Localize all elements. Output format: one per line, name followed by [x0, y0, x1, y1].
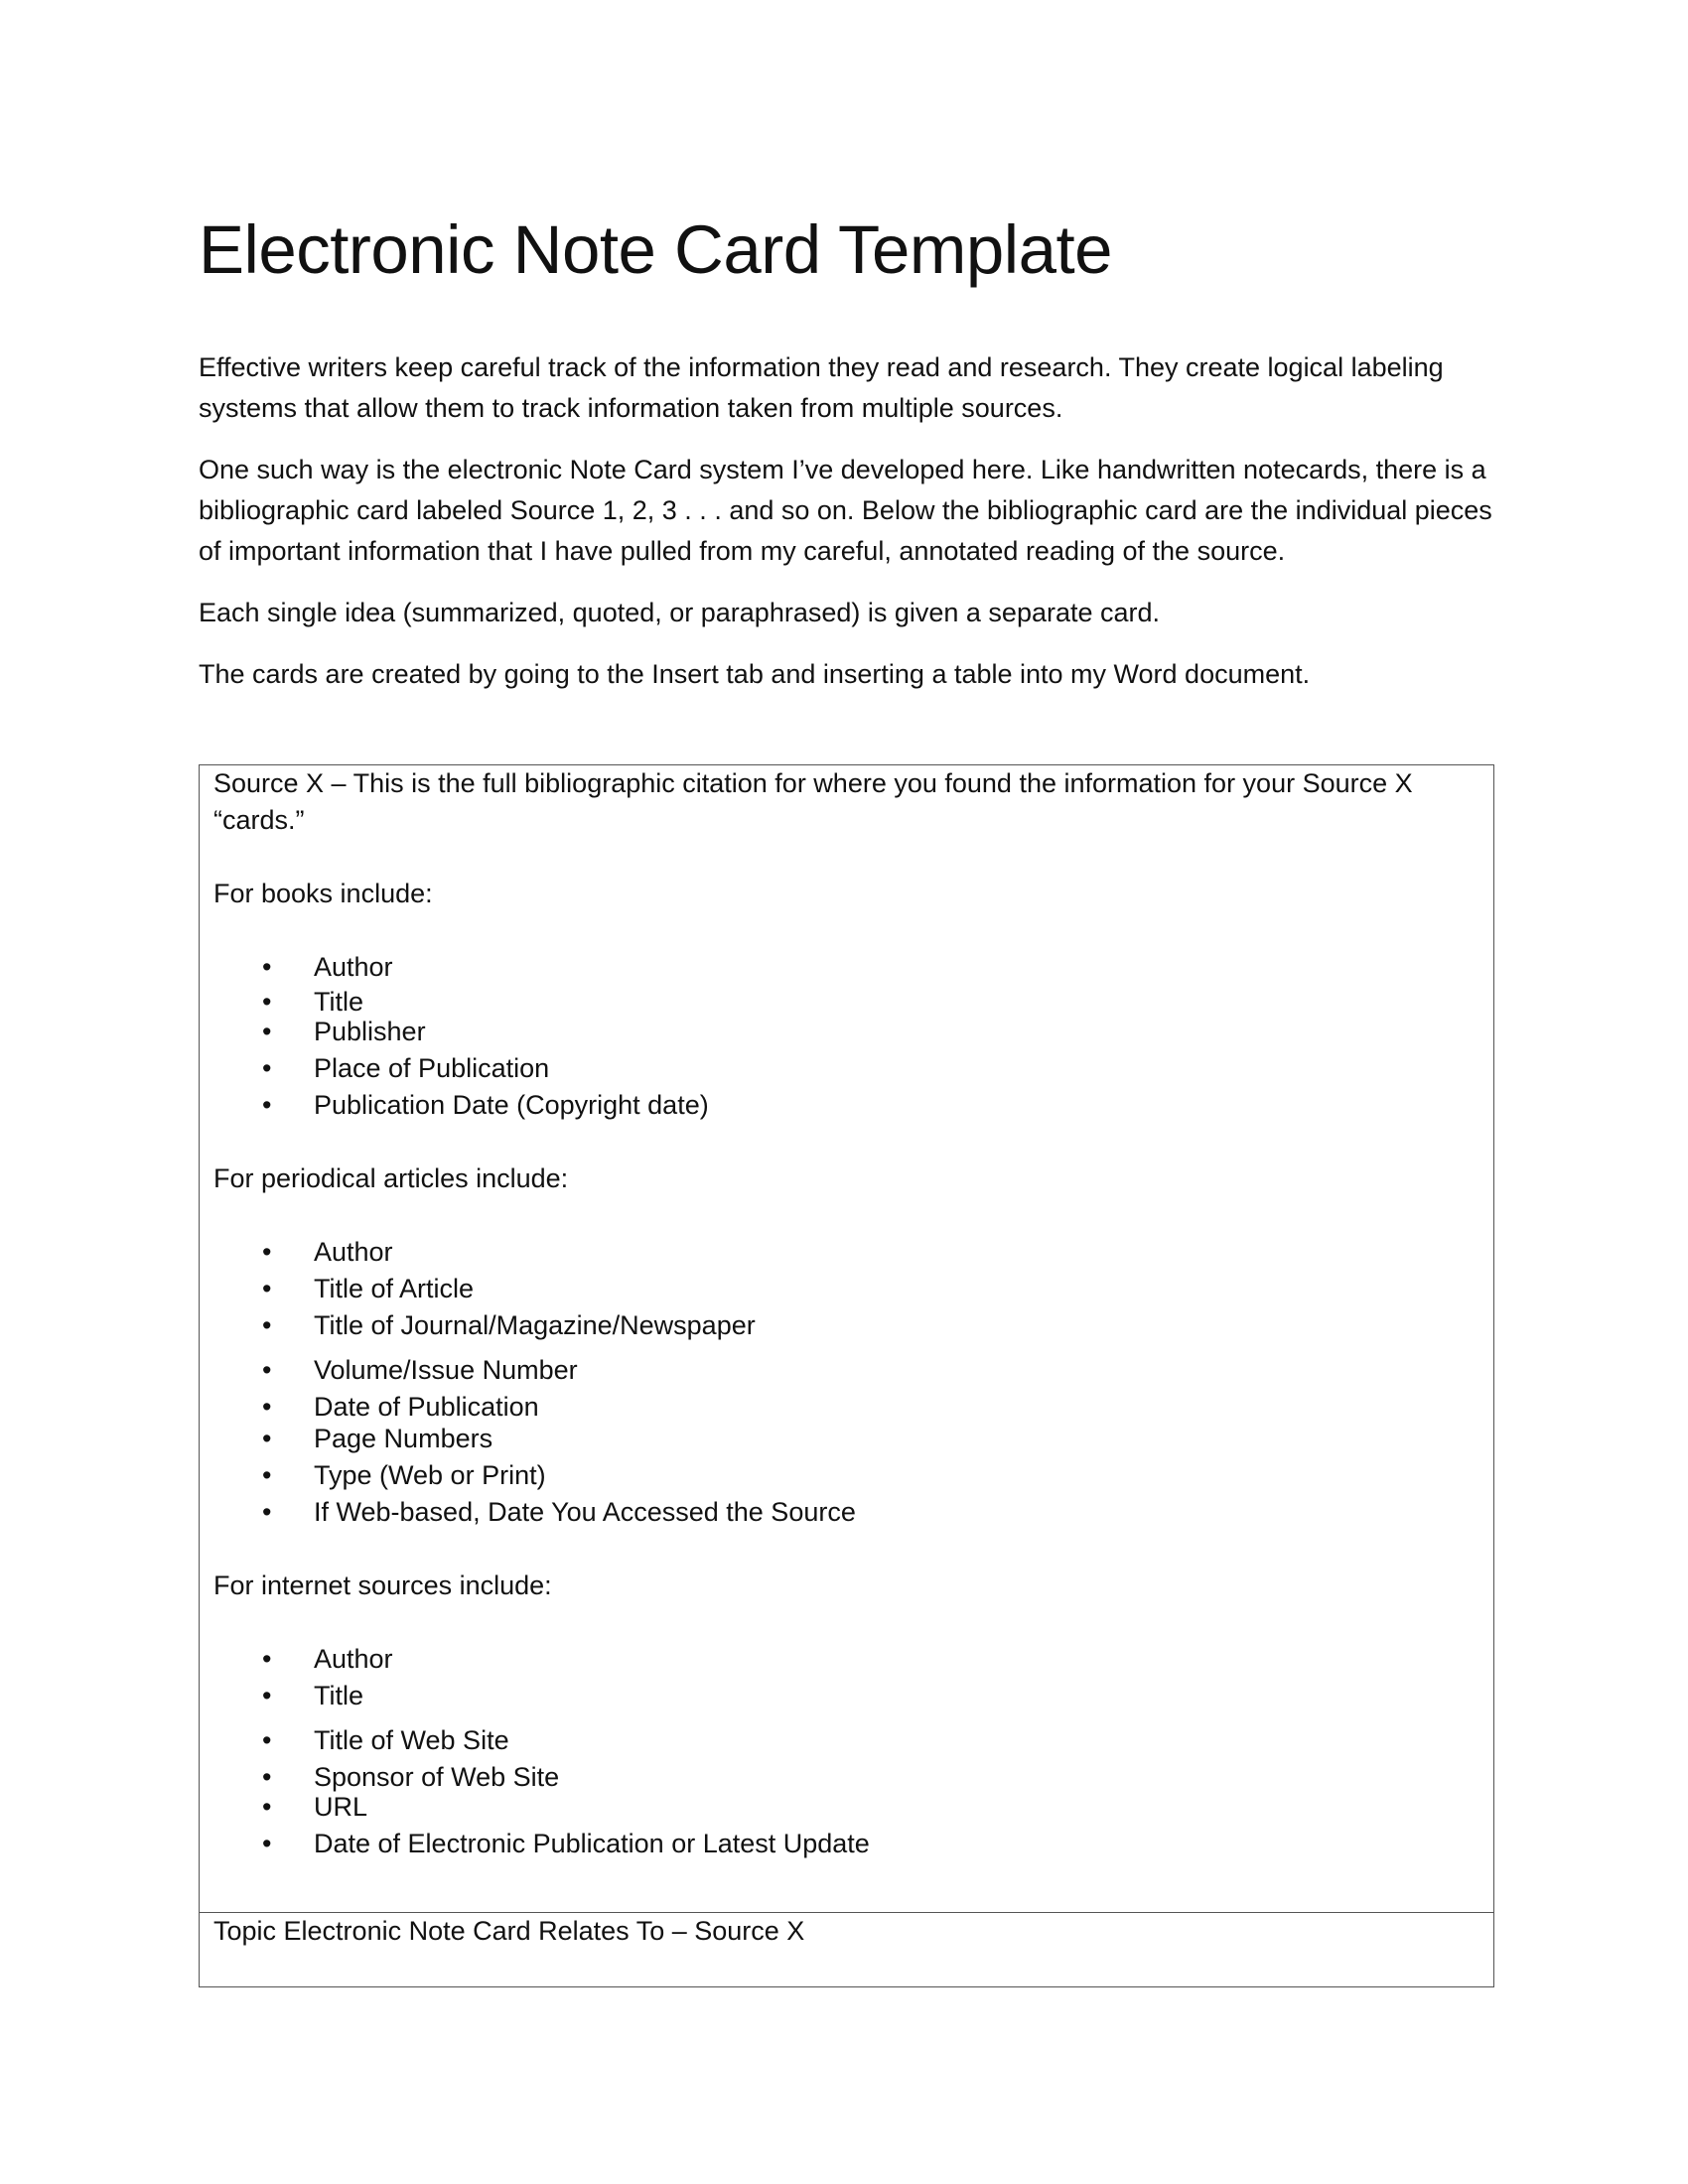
- list-item: [213, 1457, 1479, 1494]
- list-item: [213, 1352, 1479, 1389]
- bullet-icon: •: [262, 987, 272, 1017]
- bullet-icon: •: [262, 1274, 272, 1303]
- periodicals-heading: For periodical articles include:: [213, 1163, 569, 1193]
- list-item: [213, 1014, 1479, 1050]
- topic-card-cell[interactable]: [200, 1913, 1494, 1987]
- list-item: [213, 1087, 1479, 1124]
- intro-paragraph: Each single idea (summarized, quoted, or paraphrased) is given a separate card.: [199, 598, 1161, 627]
- document-title: Electronic Note Card Template: [199, 211, 1112, 288]
- books-heading: For books include:: [213, 879, 433, 908]
- bullet-icon: •: [262, 1310, 272, 1340]
- note-card-table: [199, 764, 1494, 1987]
- bullet-icon: •: [262, 1355, 272, 1385]
- list-item: [213, 1050, 1479, 1087]
- internet-list: [213, 1641, 1479, 1862]
- topic-card-row: [200, 1913, 1494, 1987]
- list-item-text: Title: [314, 987, 364, 1017]
- bullet-icon: •: [262, 1460, 272, 1490]
- list-item-text: Place of Publication: [314, 1053, 550, 1083]
- list-item-text: Title of Journal/Magazine/Newspaper: [314, 1310, 756, 1340]
- list-item-text: Title of Web Site: [314, 1725, 509, 1755]
- intro-section: [199, 347, 1493, 716]
- list-item-text: Publication Date (Copyright date): [314, 1090, 709, 1120]
- list-item: [213, 1421, 1479, 1457]
- bullet-icon: •: [262, 1725, 272, 1755]
- list-item-text: Date of Publication: [314, 1392, 539, 1422]
- bullet-icon: •: [262, 1392, 272, 1422]
- list-item-text: Date of Electronic Publication or Latest Update: [314, 1829, 870, 1858]
- list-item: [213, 1722, 1479, 1759]
- bullet-icon: •: [262, 952, 272, 982]
- source-card-row: [200, 765, 1494, 1913]
- intro-paragraph: One such way is the electronic Note Card system I’ve developed here. Like handwritten notecards, there is a bibliographic card labeled Source 1, 2, 3 . . . and so on. Below the bibliographic card are the individual pieces of important information that I have pulled from my careful, annotated reading of the source.: [199, 455, 1492, 566]
- list-item-text: Author: [314, 1644, 393, 1674]
- topic-label: Topic Electronic Note Card Relates To – Source X: [213, 1916, 805, 1946]
- list-item-text: URL: [314, 1792, 368, 1822]
- bullet-icon: •: [262, 1237, 272, 1267]
- list-item-text: Page Numbers: [314, 1424, 493, 1453]
- list-item: [213, 1789, 1479, 1826]
- list-item-text: Type (Web or Print): [314, 1460, 546, 1490]
- list-item-text: Author: [314, 952, 393, 982]
- source-card-cell[interactable]: [200, 765, 1494, 1913]
- list-item: [213, 1234, 1479, 1271]
- books-list: [213, 949, 1479, 1124]
- list-item-text: Author: [314, 1237, 393, 1267]
- bullet-icon: •: [262, 1053, 272, 1083]
- bullet-icon: •: [262, 1792, 272, 1822]
- list-item: [213, 949, 1479, 986]
- bullet-icon: •: [262, 1829, 272, 1858]
- list-item: [213, 1826, 1479, 1862]
- bullet-icon: •: [262, 1762, 272, 1792]
- list-item: [213, 1494, 1479, 1531]
- list-item: [213, 1307, 1479, 1344]
- list-item-text: Publisher: [314, 1017, 426, 1046]
- bullet-icon: •: [262, 1644, 272, 1674]
- bullet-icon: •: [262, 1017, 272, 1046]
- list-item-text: Title: [314, 1681, 364, 1710]
- bullet-icon: •: [262, 1424, 272, 1453]
- periodicals-list: [213, 1234, 1479, 1531]
- list-item-text: Sponsor of Web Site: [314, 1762, 560, 1792]
- bullet-icon: •: [262, 1090, 272, 1120]
- bullet-icon: •: [262, 1497, 272, 1527]
- intro-paragraph: The cards are created by going to the Insert tab and inserting a table into my Word document.: [199, 659, 1311, 689]
- citation-intro: Source X – This is the full bibliographic citation for where you found the information for your Source X “cards.”: [213, 768, 1413, 835]
- bullet-icon: •: [262, 1681, 272, 1710]
- list-item-text: Title of Article: [314, 1274, 475, 1303]
- intro-paragraph: Effective writers keep careful track of the information they read and research. They create logical labeling systems that allow them to track information taken from multiple sources.: [199, 352, 1444, 423]
- internet-heading: For internet sources include:: [213, 1570, 552, 1600]
- list-item: [213, 1271, 1479, 1307]
- list-item-text: If Web-based, Date You Accessed the Source: [314, 1497, 856, 1527]
- list-item: [213, 1678, 1479, 1714]
- list-item-text: Volume/Issue Number: [314, 1355, 578, 1385]
- list-item: [213, 1641, 1479, 1678]
